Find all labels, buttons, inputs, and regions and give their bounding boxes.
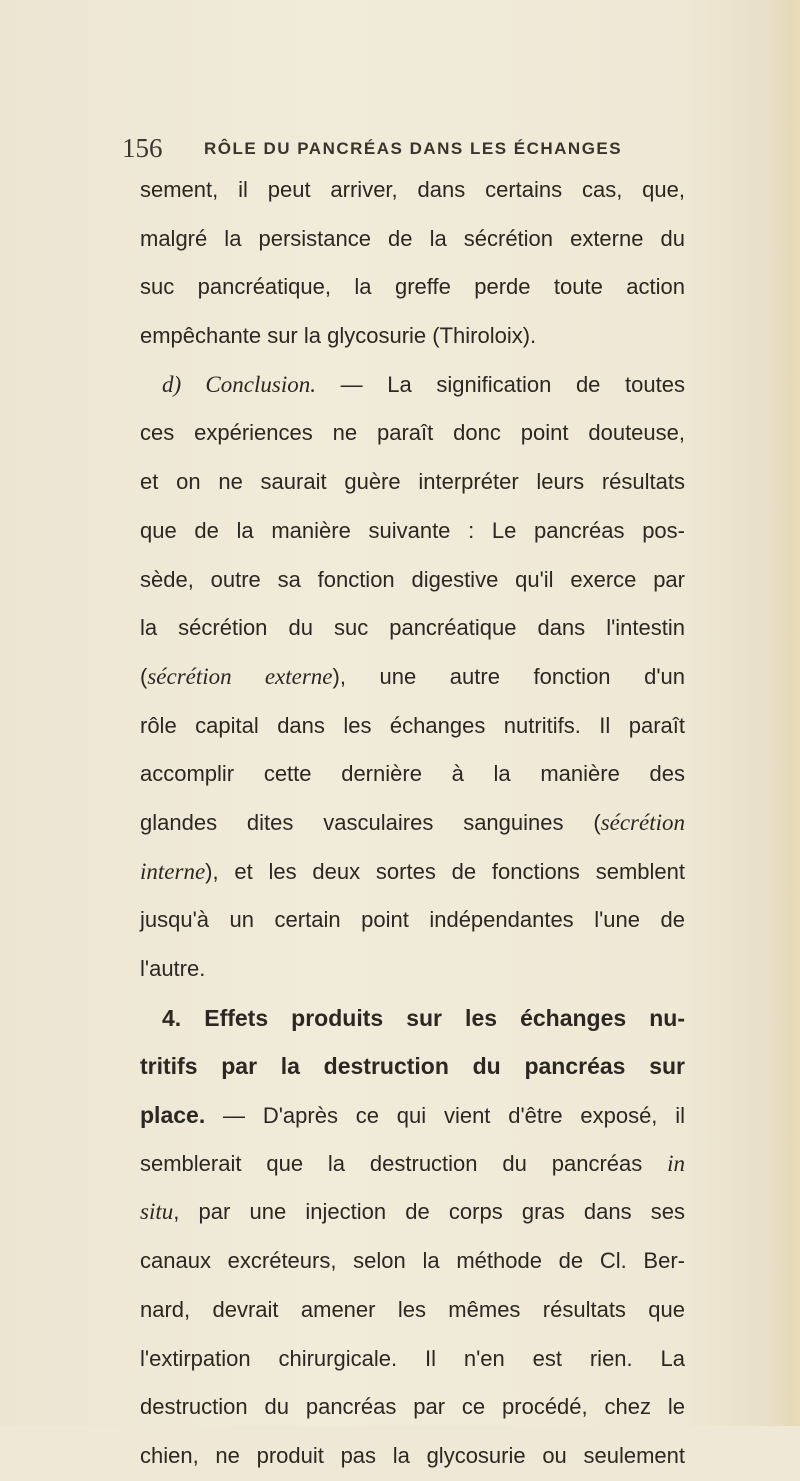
text-line: l'autre. <box>140 956 206 981</box>
text-line: destruction du pancréas par ce procédé, chez le <box>140 1394 685 1420</box>
page-number: 156 <box>122 133 163 163</box>
text-line: place. — D'après ce qui vient d'être exposé, il <box>140 1102 685 1129</box>
body-text <box>140 166 685 1481</box>
section-heading-line <box>140 994 685 1043</box>
text-line: semblerait que la destruction du pancréas in <box>140 1150 685 1176</box>
text-line: et on ne saurait guère interpréter leurs résultats <box>140 469 685 495</box>
text-line: nard, devrait amener les mêmes résultats que <box>140 1296 685 1322</box>
text-line: suc pancréatique, la greffe perde toute action <box>140 274 685 300</box>
text-line: ces expériences ne paraît donc point douteuse, <box>140 420 685 446</box>
section-heading-line: tritifs par la destruction du pancréas sur <box>140 1053 685 1080</box>
text-line: chien, ne produit pas la glycosurie ou seulement <box>140 1442 685 1468</box>
section-heading-line: d) Conclusion. — La signification de toutes <box>162 371 685 397</box>
text-line: l'extirpation chirurgicale. Il n'en est rien. La <box>140 1345 685 1371</box>
text-line: (sécrétion externe), une autre fonction d'un <box>140 663 686 689</box>
text-line: rôle capital dans les échanges nutritifs. Il paraît <box>140 712 685 738</box>
section-heading: 4. Effets produits sur les échanges nu- <box>162 1004 685 1031</box>
text-line: jusqu'à un certain point indépendantes l'une de <box>140 907 685 933</box>
text-line: glandes dites vasculaires sanguines (sécrétion <box>140 809 685 835</box>
text-line: sède, outre sa fonction digestive qu'il exerce par <box>140 566 685 592</box>
section-heading: d) Conclusion. <box>162 371 316 397</box>
text-line: canaux excréteurs, selon la méthode de Cl. Ber- <box>140 1248 685 1274</box>
text-line: malgré la persistance de la sécrétion externe du <box>140 225 685 251</box>
text-line: sement, il peut arriver, dans certains cas, que, <box>140 177 685 202</box>
text-line: empêchante sur la glycosurie (Thiroloix). <box>140 323 537 349</box>
text-line: situ, par une injection de corps gras dans ses <box>140 1199 685 1225</box>
page-edge-shading <box>778 0 800 1426</box>
text-line: interne), et les deux sortes de fonctions semblent <box>140 858 685 884</box>
text-line: la sécrétion du suc pancréatique dans l'intestin <box>140 615 685 641</box>
text-line: accomplir cette dernière à la manière des <box>140 761 685 787</box>
text-line: que de la manière suivante : Le pancréas pos- <box>140 517 685 543</box>
running-head: RÔLE DU PANCRÉAS DANS LES ÉCHANGES <box>204 139 623 158</box>
